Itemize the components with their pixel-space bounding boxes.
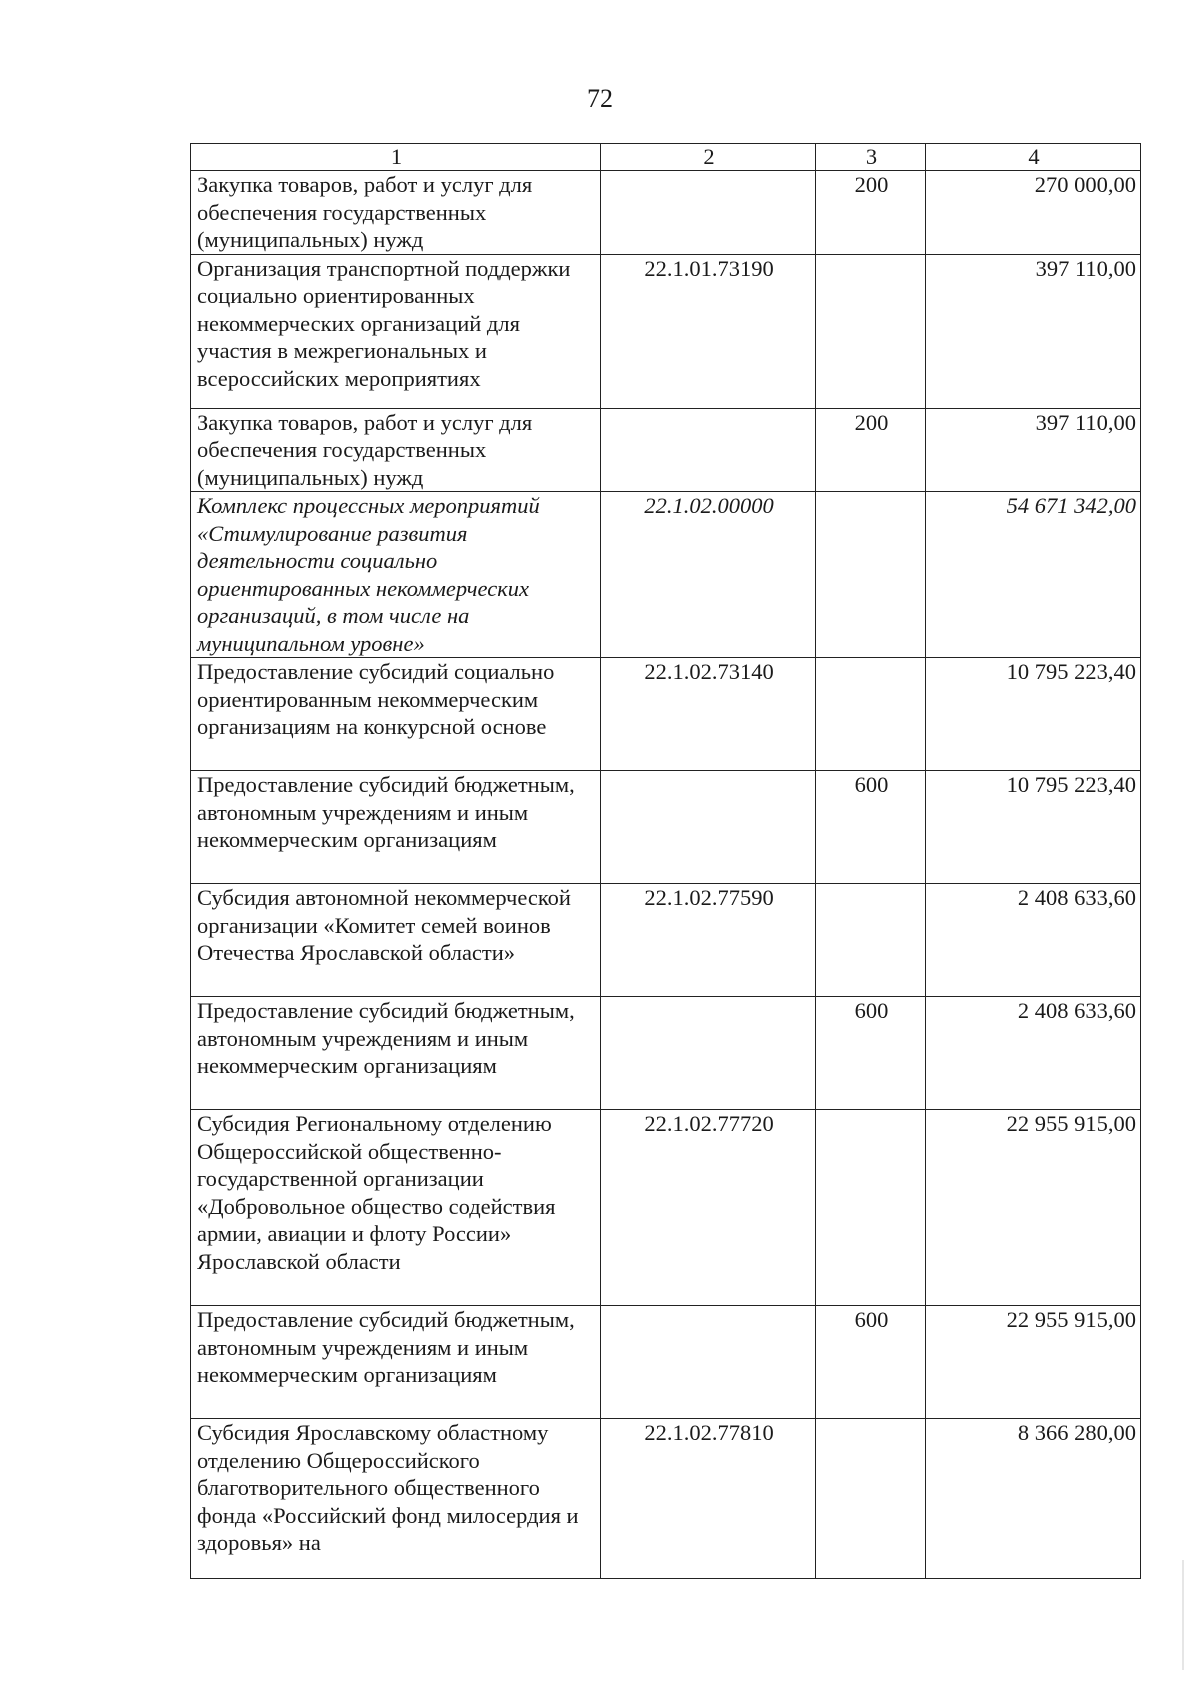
row-type <box>816 884 926 997</box>
row-amount: 22 955 915,00 <box>926 1110 1141 1306</box>
row-description: Субсидия автономной некоммерческой организации «Комитет семей воинов Отечества Ярославской области» <box>191 884 601 997</box>
row-code <box>601 771 816 884</box>
row-code: 22.1.02.00000 <box>601 492 816 658</box>
row-type <box>816 1419 926 1579</box>
row-code: 22.1.02.73140 <box>601 658 816 771</box>
row-type: 600 <box>816 771 926 884</box>
row-description: Предоставление субсидий бюджетным, автономным учреждениям и иным некоммерческим организациям <box>191 771 601 884</box>
row-amount: 397 110,00 <box>926 254 1141 408</box>
table-row <box>191 771 1141 884</box>
row-description: Предоставление субсидий бюджетным, автономным учреждениям и иным некоммерческим организациям <box>191 997 601 1110</box>
table-row <box>191 1110 1141 1306</box>
row-description: Организация транспортной поддержки социально ориентированных некоммерческих организаций для участия в межрегиональных и всероссийских мероприятиях <box>191 254 601 408</box>
row-description: Закупка товаров, работ и услуг для обеспечения государственных (муниципальных) нужд <box>191 171 601 255</box>
row-amount: 10 795 223,40 <box>926 771 1141 884</box>
row-type: 200 <box>816 171 926 255</box>
table-row <box>191 658 1141 771</box>
row-code <box>601 1306 816 1419</box>
header-col-3: 3 <box>816 144 926 171</box>
scan-edge-artifact <box>1182 1560 1184 1670</box>
budget-table <box>190 143 1141 1579</box>
table-row <box>191 997 1141 1110</box>
row-code <box>601 997 816 1110</box>
header-col-1: 1 <box>191 144 601 171</box>
row-type: 600 <box>816 997 926 1110</box>
row-type <box>816 492 926 658</box>
row-description: Субсидия Ярославскому областному отделению Общероссийского благотворительного общественного фонда «Российский фонд милосердия и здоровья» на <box>191 1419 601 1579</box>
row-amount: 10 795 223,40 <box>926 658 1141 771</box>
table-body <box>191 171 1141 1579</box>
row-code <box>601 171 816 255</box>
row-code: 22.1.02.77720 <box>601 1110 816 1306</box>
table-row <box>191 1306 1141 1419</box>
table-row <box>191 254 1141 408</box>
row-code: 22.1.02.77590 <box>601 884 816 997</box>
page-number: 72 <box>587 84 613 113</box>
row-description: Предоставление субсидий бюджетным, автономным учреждениям и иным некоммерческим организациям <box>191 1306 601 1419</box>
row-amount: 8 366 280,00 <box>926 1419 1141 1579</box>
row-amount: 54 671 342,00 <box>926 492 1141 658</box>
table-row <box>191 884 1141 997</box>
row-type <box>816 1110 926 1306</box>
table-row <box>191 171 1141 255</box>
table-row <box>191 1419 1141 1579</box>
row-amount: 270 000,00 <box>926 171 1141 255</box>
row-type <box>816 658 926 771</box>
row-code <box>601 408 816 492</box>
row-description: Комплекс процессных мероприятий «Стимулирование развития деятельности социально ориентированных некоммерческих организаций, в том числе на муниципальном уровне» <box>191 492 601 658</box>
row-description: Закупка товаров, работ и услуг для обеспечения государственных (муниципальных) нужд <box>191 408 601 492</box>
row-amount: 22 955 915,00 <box>926 1306 1141 1419</box>
row-code: 22.1.01.73190 <box>601 254 816 408</box>
row-amount: 2 408 633,60 <box>926 884 1141 997</box>
row-code: 22.1.02.77810 <box>601 1419 816 1579</box>
header-col-2: 2 <box>601 144 816 171</box>
table-row <box>191 408 1141 492</box>
row-type: 200 <box>816 408 926 492</box>
row-description: Предоставление субсидий социально ориентированным некоммерческим организациям на конкурсной основе <box>191 658 601 771</box>
row-type <box>816 254 926 408</box>
row-amount: 2 408 633,60 <box>926 997 1141 1110</box>
row-amount: 397 110,00 <box>926 408 1141 492</box>
row-type: 600 <box>816 1306 926 1419</box>
table-row-subtotal <box>191 492 1141 658</box>
header-col-4: 4 <box>926 144 1141 171</box>
row-description: Субсидия Региональному отделению Общероссийской общественно-государственной организации «Добровольное общество содействия армии, авиации и флоту России» Ярославской области <box>191 1110 601 1306</box>
table-header-row <box>191 144 1141 171</box>
